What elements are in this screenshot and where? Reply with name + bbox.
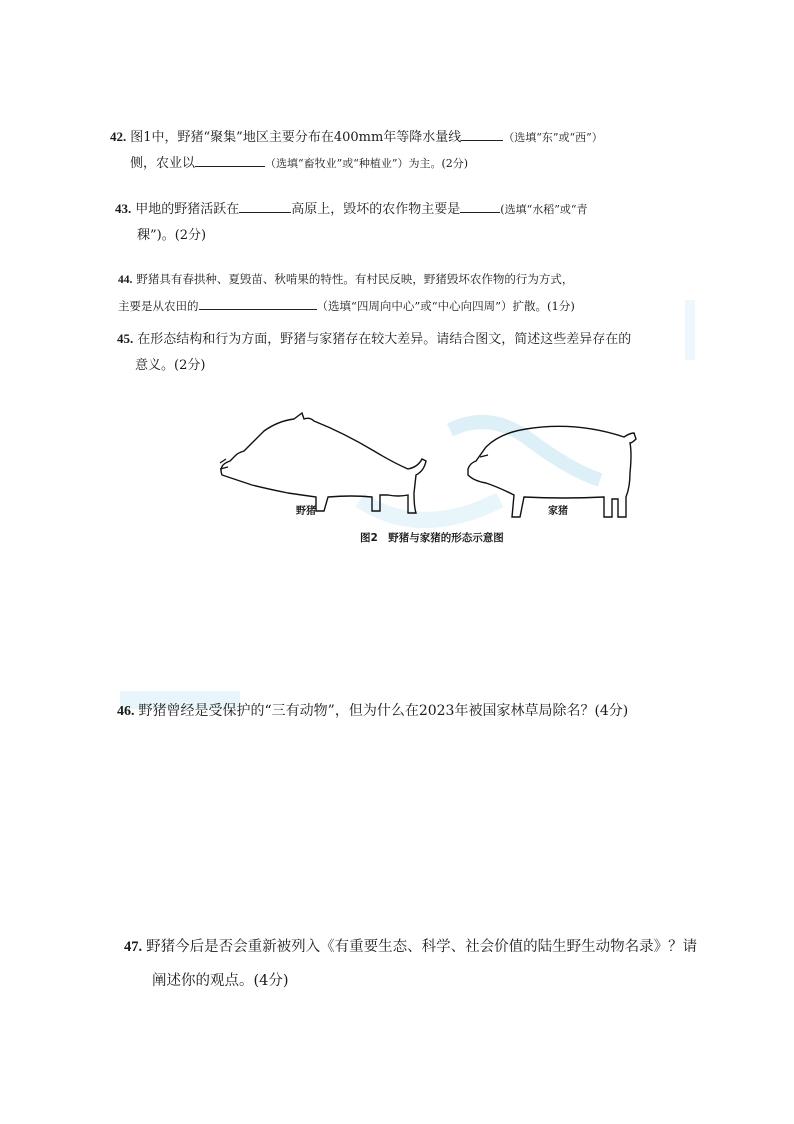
- answer-blank[interactable]: [460, 198, 500, 213]
- question-text: 意义。(2分): [135, 358, 206, 373]
- question-text: 侧，农业以: [130, 156, 196, 171]
- question-text: 在形态结构和行为方面，野猪与家猪存在较大差异。请结合图文，简述这些差异存在的: [137, 332, 632, 347]
- question-47: [124, 930, 764, 998]
- options-text: （选填“四周向中心”或“中心向四周”）扩散。(1分): [316, 299, 575, 313]
- answer-blank[interactable]: [461, 126, 503, 141]
- options-text: （选填“畜牧业”或“种植业”）为主。(2分): [265, 157, 469, 170]
- answer-blank[interactable]: [199, 295, 317, 310]
- question-43: [115, 196, 735, 249]
- question-text: 甲地的野猪活跃在: [135, 202, 240, 217]
- pig-figure: [210, 388, 650, 548]
- question-42: [110, 124, 730, 177]
- question-44: [118, 266, 738, 319]
- question-number: 42.: [110, 129, 127, 144]
- question-45: [117, 326, 737, 379]
- question-number: 44.: [118, 274, 133, 286]
- question-number: 43.: [115, 201, 132, 216]
- question-text: 主要是从农田的: [118, 299, 199, 313]
- question-number: 46.: [117, 704, 135, 719]
- question-text: 图1中，野猪“聚集”地区主要分布在400mm年等降水量线: [130, 130, 462, 145]
- domestic-pig-label: 家猪: [548, 506, 568, 517]
- options-text: (选填“水稻”或“青: [500, 203, 588, 216]
- question-text: 高原上，毁坏的农作物主要是: [291, 202, 461, 217]
- question-number: 47.: [124, 939, 143, 955]
- question-46: [117, 698, 757, 725]
- answer-blank[interactable]: [195, 152, 265, 167]
- question-text: 野猪今后是否会重新被列入《有重要生态、科学、社会价值的陆生野生动物名录》？请: [146, 939, 698, 955]
- question-number: 45.: [117, 331, 134, 346]
- question-text: 野猪曾经是受保护的“三有动物”，但为什么在2023年被国家林草局除名？(4分): [138, 703, 629, 719]
- question-text: 阐述你的观点。(4分): [152, 973, 289, 989]
- question-text: 野猪具有春拱种、夏毁苗、秋啃果的特性。有村民反映，野猪毁坏农作物的行为方式，: [136, 272, 574, 286]
- question-text: 稞”)。(2分): [137, 228, 207, 243]
- figure-caption: 图2 野猪与家猪的形态示意图: [360, 532, 504, 544]
- wild-boar-illustration: [221, 413, 426, 513]
- options-text: （选填“东”或“西”）: [503, 131, 603, 144]
- answer-blank[interactable]: [239, 198, 291, 213]
- wild-boar-label: 野猪: [296, 506, 316, 517]
